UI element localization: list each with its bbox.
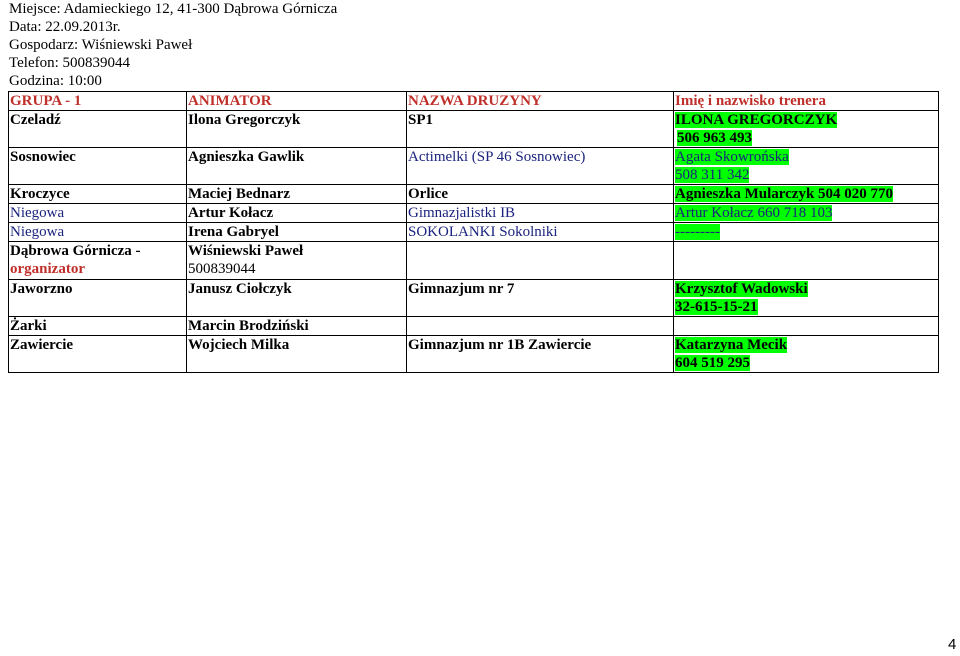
cell-coach bbox=[674, 223, 939, 242]
table-row bbox=[9, 111, 939, 148]
header-coach: Imię i nazwisko trenera bbox=[674, 92, 939, 111]
cell-team: Actimelki (SP 46 Sosnowiec) bbox=[407, 148, 674, 185]
cell-team: Orlice bbox=[407, 185, 674, 204]
cell-coach bbox=[674, 111, 939, 148]
coach-name: ILONA GREGORCZYK bbox=[675, 112, 838, 128]
coach-phone: 32-615-15-21 bbox=[675, 299, 758, 315]
cell-animator bbox=[187, 242, 407, 280]
coach-phone: 508 311 342 bbox=[675, 167, 750, 183]
table-row bbox=[9, 242, 939, 280]
cell-coach bbox=[674, 242, 939, 280]
coach-name: Krzysztof Wadowski bbox=[675, 281, 808, 297]
cell-group: Niegowa bbox=[9, 204, 187, 223]
cell-team: Gimnazjalistki IB bbox=[407, 204, 674, 223]
table-header-row bbox=[9, 92, 939, 111]
cell-coach bbox=[674, 148, 939, 185]
group-name: Dąbrowa Górnicza - bbox=[10, 243, 141, 259]
coach-phone: 604 519 295 bbox=[675, 355, 750, 371]
cell-group: Niegowa bbox=[9, 223, 187, 242]
host-line: Gospodarz: Wiśniewski Paweł bbox=[9, 37, 193, 53]
header-group: GRUPA - 1 bbox=[9, 92, 187, 111]
cell-coach bbox=[674, 204, 939, 223]
coach-name: Agnieszka Mularczyk 504 020 770 bbox=[675, 186, 894, 202]
table-row bbox=[9, 148, 939, 185]
table-row bbox=[9, 185, 939, 204]
cell-animator: Wojciech Milka bbox=[187, 336, 407, 373]
cell-team: SP1 bbox=[407, 111, 674, 148]
cell-coach bbox=[674, 185, 939, 204]
table-row bbox=[9, 204, 939, 223]
cell-team bbox=[407, 317, 674, 336]
place-line: Miejsce: Adamieckiego 12, 41-300 Dąbrowa Górnicza bbox=[9, 1, 338, 17]
coach-name: Katarzyna Mecik bbox=[675, 337, 788, 353]
time-line: Godzina: 10:00 bbox=[9, 73, 102, 89]
table-row bbox=[9, 317, 939, 336]
cell-animator: Ilona Gregorczyk bbox=[187, 111, 407, 148]
cell-animator: Janusz Ciołczyk bbox=[187, 280, 407, 317]
cell-group: Jaworzno bbox=[9, 280, 187, 317]
table-row bbox=[9, 336, 939, 373]
date-line: Data: 22.09.2013r. bbox=[9, 19, 121, 35]
animator-name: Wiśniewski Paweł bbox=[188, 243, 304, 259]
cell-animator: Agnieszka Gawlik bbox=[187, 148, 407, 185]
coach-name: Agata Skowrońska bbox=[675, 149, 789, 165]
cell-team: SOKOLANKI Sokolniki bbox=[407, 223, 674, 242]
coach-name: Artur Kołacz 660 718 103 bbox=[675, 205, 833, 221]
cell-coach bbox=[674, 280, 939, 317]
cell-group: Zawiercie bbox=[9, 336, 187, 373]
table-row bbox=[9, 280, 939, 317]
cell-animator: Marcin Brodziński bbox=[187, 317, 407, 336]
cell-coach bbox=[674, 336, 939, 373]
phone-line: Telefon: 500839044 bbox=[9, 55, 131, 71]
teams-table bbox=[8, 91, 939, 373]
cell-group: Żarki bbox=[9, 317, 187, 336]
cell-group: Sosnowiec bbox=[9, 148, 187, 185]
cell-team: Gimnazjum nr 1B Zawiercie bbox=[407, 336, 674, 373]
cell-coach bbox=[674, 317, 939, 336]
cell-animator: Maciej Bednarz bbox=[187, 185, 407, 204]
coach-phone: 506 963 493 bbox=[677, 130, 752, 146]
header-team: NAZWA DRUZYNY bbox=[407, 92, 674, 111]
document-header bbox=[9, 0, 337, 90]
animator-phone: 500839044 bbox=[188, 261, 256, 277]
cell-animator: Artur Kołacz bbox=[187, 204, 407, 223]
page-number: 4 bbox=[948, 636, 957, 653]
cell-team bbox=[407, 242, 674, 280]
cell-team: Gimnazjum nr 7 bbox=[407, 280, 674, 317]
cell-group bbox=[9, 242, 187, 280]
cell-group: Czeladź bbox=[9, 111, 187, 148]
cell-animator: Irena Gabryel bbox=[187, 223, 407, 242]
coach-name: --------- bbox=[675, 224, 720, 240]
group-role: organizator bbox=[10, 261, 85, 277]
table-row bbox=[9, 223, 939, 242]
header-animator: ANIMATOR bbox=[187, 92, 407, 111]
cell-group: Kroczyce bbox=[9, 185, 187, 204]
